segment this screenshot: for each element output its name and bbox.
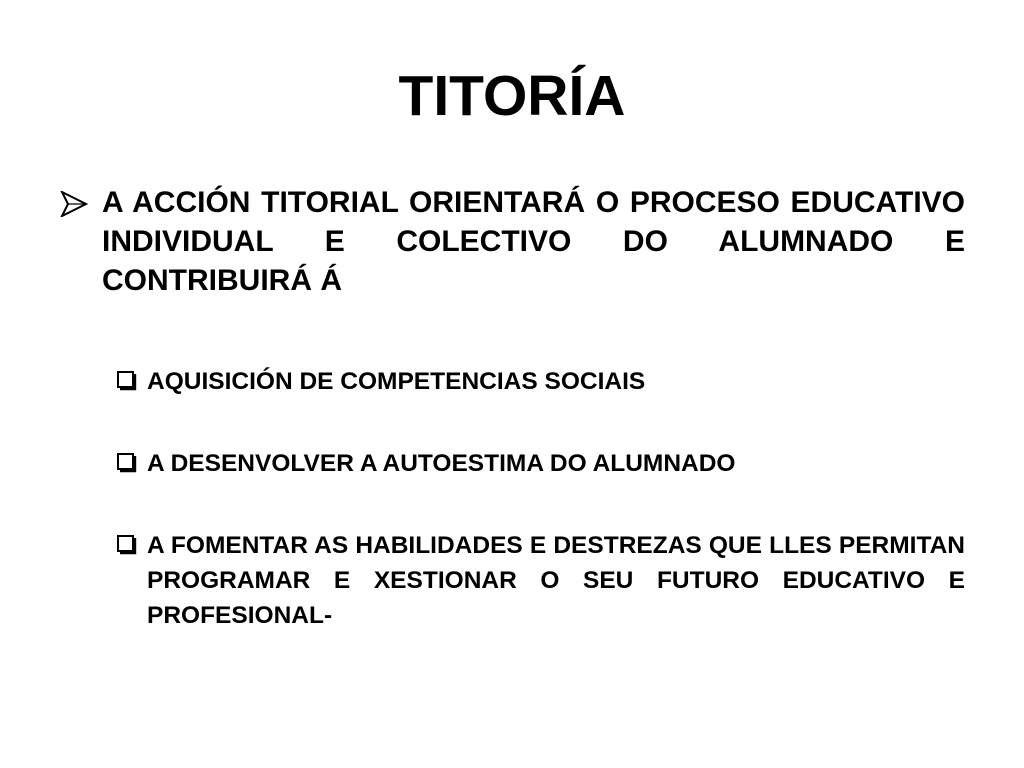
- checkbox-bullet-icon: [116, 370, 138, 392]
- slide-title: TITORÍA: [398, 64, 626, 128]
- sub-point-text: A DESENVOLVER A AUTOESTIMA DO ALUMNADO: [147, 450, 736, 477]
- sub-point-text: AQUISICIÓN DE COMPETENCIAS SOCIAIS: [147, 368, 646, 395]
- main-point-text: A ACCIÓN TITORIAL ORIENTARÁ O PROCESO EDUCATIVO INDIVIDUAL E COLECTIVO DO ALUMNADO E CONTRIBUIRÁ Á: [102, 186, 965, 297]
- checkbox-bullet-icon: [116, 534, 138, 556]
- arrowhead-bullet-icon: [60, 191, 88, 217]
- checkbox-bullet-icon: [116, 452, 138, 474]
- sub-point-text: A FOMENTAR AS HABILIDADES E DESTREZAS QUE LLES PERMITAN PROGRAMAR E XESTIONAR O SEU FUTURO EDUCATIVO E PROFESIONAL-: [147, 532, 965, 629]
